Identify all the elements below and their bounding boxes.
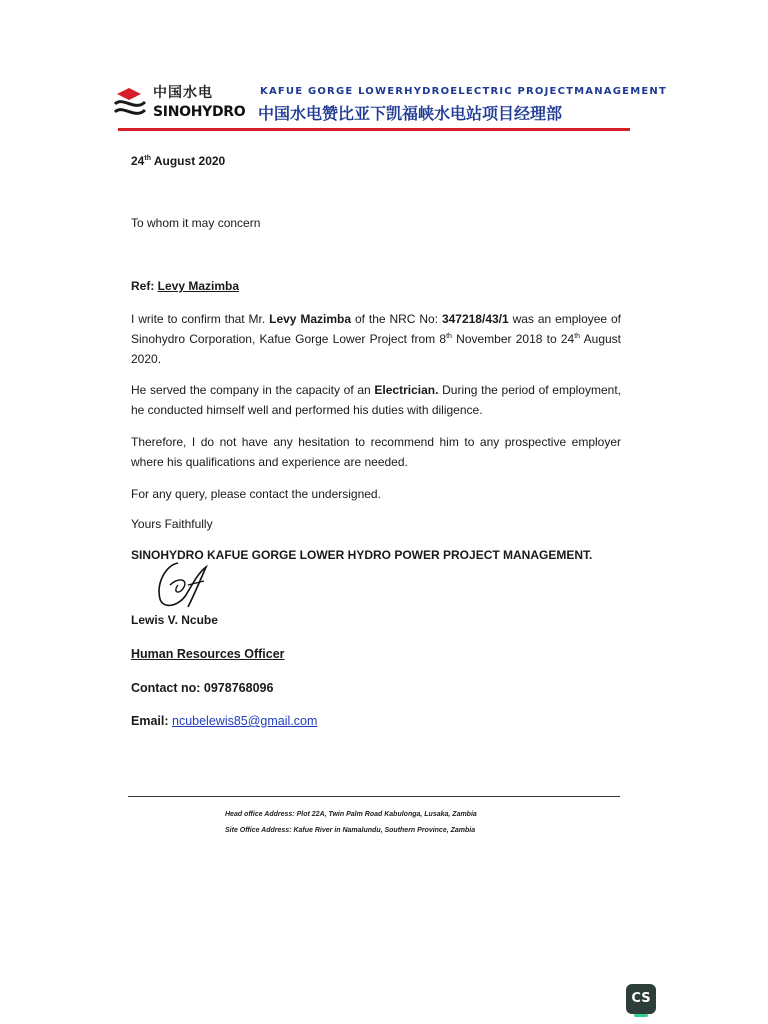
logo-english-name: SINOHYDRO — [153, 104, 246, 120]
paragraph-recommendation: Therefore, I do not have any hesitation to recommend him to any prospective employer where his qualifications and experience are needed. — [131, 435, 621, 469]
signer-email: Email: ncubelewis85@gmail.com — [131, 714, 318, 728]
footer-head-office: Head office Address: Plot 22A, Twin Palm Road Kabulonga, Lusaka, Zambia — [225, 811, 477, 818]
signer-contact: Contact no: 0978768096 — [131, 681, 274, 695]
footer-divider — [128, 796, 620, 797]
paragraph-service: He served the company in the capacity of an Electrician. During the period of employment, he conducted himself well and performed his duties with diligence. — [131, 383, 621, 417]
letterhead-divider — [118, 128, 630, 131]
letter-closing: Yours Faithfully — [131, 517, 213, 531]
handwritten-signature — [148, 555, 218, 615]
letterhead-title-chinese: 中国水电赞比亚下凯福峡水电站项目经理部 — [258, 104, 563, 123]
company-name: SINOHYDRO KAFUE GORGE LOWER HYDRO POWER PROJECT MANAGEMENT. — [131, 548, 593, 562]
letter-greeting: To whom it may concern — [131, 216, 261, 230]
letterhead-title-english: KAFUE GORGE LOWERHYDROELECTRIC PROJECTMANAGEMENT — [260, 86, 667, 97]
paragraph-confirmation: I write to confirm that Mr. Levy Mazimba of the NRC No: 347218/43/1 was an employee of Sinohydro Corporation, Kafue Gorge Lower Project from 8th November 2018 to 24th August 2020. — [131, 312, 622, 366]
signer-name: Lewis V. Ncube — [131, 613, 218, 627]
sinohydro-logo — [113, 82, 246, 126]
letter-reference: Ref: Levy Mazimba — [131, 279, 240, 293]
paragraph-query: For any query, please contact the undersigned. — [131, 487, 381, 501]
footer-site-office: Site Office Address: Kafue River in Namalundu, Southern Province, Zambia — [225, 827, 476, 834]
logo-chinese-name: 中国水电 — [153, 85, 213, 101]
letter-date: 24th August 2020 — [131, 154, 226, 168]
email-link[interactable]: ncubelewis85@gmail.com — [172, 714, 318, 728]
signer-role: Human Resources Officer — [131, 647, 285, 661]
camscanner-badge: CS — [626, 984, 656, 1014]
sinohydro-emblem-icon — [113, 86, 147, 122]
